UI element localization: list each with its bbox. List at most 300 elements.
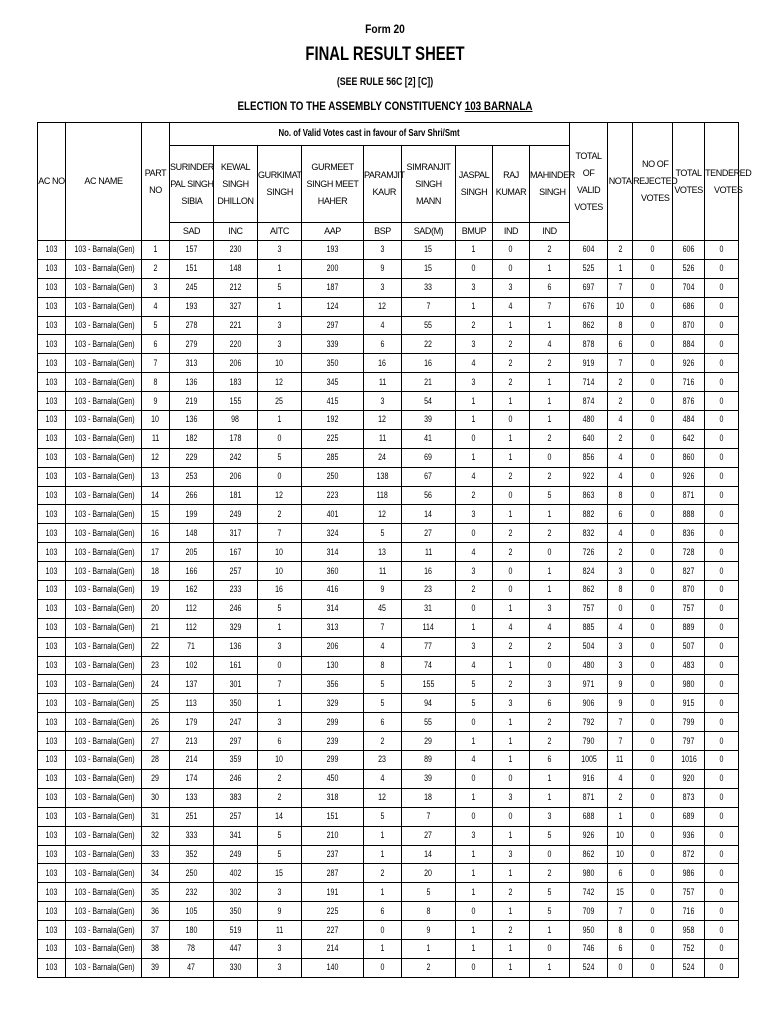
vote-cell: 257 [214,807,258,826]
vote-cell: 47 [170,958,214,977]
table-row [38,921,739,940]
vote-cell: 0 [633,373,673,392]
vote-cell: 112 [170,618,214,637]
vote-cell: 15 [258,864,302,883]
vote-cell: 757 [673,883,705,902]
vote-cell: 0 [705,278,739,297]
vote-cell: 178 [214,429,258,448]
part-no-cell: 4 [142,297,170,316]
ac-name-cell: 103 - Barnala(Gen) [66,921,142,940]
vote-cell: 20 [402,864,456,883]
vote-cell: 239 [302,732,364,751]
vote-cell: 55 [402,713,456,732]
table-row [38,373,739,392]
vote-cell: 227 [302,921,364,940]
vote-cell: 14 [402,845,456,864]
vote-cell: 0 [705,751,739,770]
vote-cell: 0 [705,411,739,430]
vote-cell: 726 [570,543,608,562]
vote-cell: 0 [530,543,570,562]
vote-cell: 5 [530,826,570,845]
vote-cell: 41 [402,429,456,448]
candidate-name-header: SURINDER PAL SINGH SIBIA [170,146,214,223]
ac-no-cell: 103 [38,713,66,732]
vote-cell: 885 [570,618,608,637]
vote-cell: 183 [214,373,258,392]
vote-cell: 642 [673,429,705,448]
vote-cell: 0 [258,467,302,486]
vote-cell: 6 [364,902,402,921]
vote-cell: 192 [302,411,364,430]
vote-cell: 45 [364,599,402,618]
col-total-valid: TOTAL OF VALID VOTES [570,123,608,241]
vote-cell: 2 [608,241,633,260]
ac-no-cell: 103 [38,769,66,788]
vote-cell: 0 [633,241,673,260]
vote-cell: 10 [258,543,302,562]
vote-cell: 0 [530,656,570,675]
vote-cell: 15 [402,241,456,260]
vote-cell: 2 [608,543,633,562]
vote-cell: 6 [608,335,633,354]
part-no-cell: 3 [142,278,170,297]
vote-cell: 161 [214,656,258,675]
vote-cell: 182 [170,429,214,448]
vote-cell: 4 [456,354,493,373]
vote-cell: 29 [402,732,456,751]
vote-cell: 138 [364,467,402,486]
vote-cell: 130 [302,656,364,675]
vote-cell: 39 [402,769,456,788]
vote-cell: 136 [170,373,214,392]
vote-cell: 15 [608,883,633,902]
vote-cell: 0 [456,902,493,921]
vote-cell: 89 [402,751,456,770]
ac-no-cell: 103 [38,656,66,675]
vote-cell: 0 [705,297,739,316]
vote-cell: 25 [258,392,302,411]
candidate-name-header: GURMEET SINGH MEET HAHER [302,146,364,223]
candidate-party-header: IND [493,223,530,241]
ac-name-cell: 103 - Barnala(Gen) [66,694,142,713]
vote-cell: 971 [570,675,608,694]
vote-cell: 302 [214,883,258,902]
election-heading: ELECTION TO THE ASSEMBLY CONSTITUENCY 103 BARNALA [237,99,533,113]
vote-cell: 0 [258,656,302,675]
vote-cell: 225 [302,902,364,921]
vote-cell: 1 [258,694,302,713]
vote-cell: 54 [402,392,456,411]
vote-cell: 0 [633,297,673,316]
vote-cell: 2 [530,524,570,543]
vote-cell: 688 [570,807,608,826]
vote-cell: 246 [214,769,258,788]
part-no-cell: 9 [142,392,170,411]
vote-cell: 12 [364,505,402,524]
vote-cell: 5 [364,524,402,543]
vote-cell: 7 [402,297,456,316]
vote-cell: 4 [608,411,633,430]
table-row [38,259,739,278]
valid-votes-super-header: No. of Valid Votes cast in favour of Sarv Shri/Smt [170,123,570,146]
vote-cell: 206 [214,354,258,373]
ac-no-cell: 103 [38,543,66,562]
vote-cell: 9 [364,581,402,600]
vote-cell: 524 [570,958,608,977]
vote-cell: 871 [673,486,705,505]
vote-cell: 232 [170,883,214,902]
ac-no-cell: 103 [38,392,66,411]
part-no-cell: 8 [142,373,170,392]
vote-cell: 0 [633,354,673,373]
table-row [38,713,739,732]
table-row [38,448,739,467]
vote-cell: 0 [633,637,673,656]
ac-name-cell: 103 - Barnala(Gen) [66,826,142,845]
ac-no-cell: 103 [38,807,66,826]
table-row [38,411,739,430]
vote-cell: 402 [214,864,258,883]
vote-cell: 242 [214,448,258,467]
vote-cell: 0 [456,599,493,618]
table-row [38,826,739,845]
part-no-cell: 36 [142,902,170,921]
vote-cell: 12 [258,486,302,505]
vote-cell: 9 [608,694,633,713]
vote-cell: 6 [608,505,633,524]
vote-cell: 519 [214,921,258,940]
vote-cell: 6 [608,864,633,883]
col-rejected: NO OF REJECTED VOTES [633,123,673,241]
vote-cell: 1 [530,958,570,977]
vote-cell: 525 [570,259,608,278]
vote-cell: 889 [673,618,705,637]
vote-cell: 14 [402,505,456,524]
vote-cell: 0 [705,259,739,278]
vote-cell: 0 [633,429,673,448]
vote-cell: 350 [302,354,364,373]
vote-cell: 3 [493,278,530,297]
vote-cell: 504 [570,637,608,656]
ac-name-cell: 103 - Barnala(Gen) [66,732,142,751]
vote-cell: 229 [170,448,214,467]
vote-cell: 986 [673,864,705,883]
vote-cell: 0 [456,524,493,543]
table-row [38,769,739,788]
candidate-name-header: MAHINDER SINGH [530,146,570,223]
vote-cell: 5 [530,486,570,505]
ac-no-cell: 103 [38,958,66,977]
table-row [38,543,739,562]
vote-cell: 0 [705,883,739,902]
vote-cell: 0 [633,826,673,845]
vote-cell: 2 [530,467,570,486]
vote-cell: 757 [673,599,705,618]
vote-cell: 484 [673,411,705,430]
vote-cell: 1 [608,259,633,278]
vote-cell: 1 [402,939,456,958]
table-row [38,354,739,373]
ac-no-cell: 103 [38,354,66,373]
vote-cell: 0 [705,939,739,958]
vote-cell: 862 [570,316,608,335]
vote-cell: 166 [170,562,214,581]
vote-cell: 3 [530,599,570,618]
vote-cell: 863 [570,486,608,505]
vote-cell: 12 [364,411,402,430]
vote-cell: 0 [608,599,633,618]
ac-name-cell: 103 - Barnala(Gen) [66,429,142,448]
candidate-party-header: IND [530,223,570,241]
part-no-cell: 10 [142,411,170,430]
vote-cell: 5 [364,675,402,694]
vote-cell: 7 [258,524,302,543]
table-row [38,599,739,618]
vote-cell: 12 [258,373,302,392]
vote-cell: 250 [170,864,214,883]
vote-cell: 5 [258,845,302,864]
candidate-party-header: BSP [364,223,402,241]
ac-no-cell: 103 [38,939,66,958]
table-row [38,675,739,694]
vote-cell: 251 [170,807,214,826]
vote-cell: 356 [302,675,364,694]
ac-name-cell: 103 - Barnala(Gen) [66,883,142,902]
part-no-cell: 28 [142,751,170,770]
vote-cell: 1 [456,392,493,411]
table-row [38,864,739,883]
vote-cell: 0 [705,392,739,411]
vote-cell: 0 [633,675,673,694]
vote-cell: 5 [364,694,402,713]
vote-cell: 151 [170,259,214,278]
table-row [38,656,739,675]
ac-no-cell: 103 [38,788,66,807]
vote-cell: 136 [214,637,258,656]
candidate-name-header: KEWAL SINGH DHILLON [214,146,258,223]
vote-cell: 22 [402,335,456,354]
vote-cell: 2 [493,467,530,486]
vote-cell: 2 [530,637,570,656]
vote-cell: 102 [170,656,214,675]
form-number: Form 20 [365,22,405,36]
part-no-cell: 24 [142,675,170,694]
vote-cell: 329 [302,694,364,713]
part-no-cell: 39 [142,958,170,977]
ac-name-cell: 103 - Barnala(Gen) [66,562,142,581]
vote-cell: 926 [673,467,705,486]
vote-cell: 950 [570,921,608,940]
ac-name-cell: 103 - Barnala(Gen) [66,713,142,732]
vote-cell: 480 [570,411,608,430]
part-no-cell: 13 [142,467,170,486]
vote-cell: 0 [705,921,739,940]
vote-cell: 246 [214,599,258,618]
vote-cell: 313 [170,354,214,373]
vote-cell: 3 [530,807,570,826]
vote-cell: 55 [402,316,456,335]
page-title: FINAL RESULT SHEET [305,44,465,65]
candidate-name-header: JASPAL SINGH [456,146,493,223]
table-row [38,467,739,486]
vote-cell: 483 [673,656,705,675]
vote-cell: 0 [493,769,530,788]
vote-cell: 383 [214,788,258,807]
vote-cell: 24 [364,448,402,467]
vote-cell: 4 [364,316,402,335]
vote-cell: 0 [705,656,739,675]
vote-cell: 193 [302,241,364,260]
vote-cell: 1 [456,618,493,637]
vote-cell: 0 [633,694,673,713]
ac-no-cell: 103 [38,581,66,600]
ac-name-cell: 103 - Barnala(Gen) [66,373,142,392]
ac-no-cell: 103 [38,599,66,618]
vote-cell: 1 [456,788,493,807]
vote-cell: 214 [302,939,364,958]
part-no-cell: 7 [142,354,170,373]
ac-no-cell: 103 [38,637,66,656]
vote-cell: 350 [214,902,258,921]
vote-cell: 78 [170,939,214,958]
vote-cell: 0 [633,505,673,524]
vote-cell: 27 [402,826,456,845]
candidate-name-header: RAJ KUMAR [493,146,530,223]
vote-cell: 876 [673,392,705,411]
vote-cell: 7 [608,732,633,751]
vote-cell: 314 [302,599,364,618]
vote-cell: 3 [493,788,530,807]
vote-cell: 0 [493,486,530,505]
table-row [38,939,739,958]
vote-cell: 14 [258,807,302,826]
vote-cell: 860 [673,448,705,467]
vote-cell: 0 [633,316,673,335]
vote-cell: 9 [364,259,402,278]
vote-cell: 1005 [570,751,608,770]
vote-cell: 3 [608,562,633,581]
vote-cell: 11 [364,562,402,581]
vote-cell: 8 [608,921,633,940]
vote-cell: 7 [258,675,302,694]
vote-cell: 415 [302,392,364,411]
vote-cell: 113 [170,694,214,713]
vote-cell: 11 [258,921,302,940]
vote-cell: 8 [608,316,633,335]
vote-cell: 2 [456,486,493,505]
vote-cell: 1 [456,883,493,902]
vote-cell: 10 [608,826,633,845]
vote-cell: 5 [258,599,302,618]
vote-cell: 6 [530,694,570,713]
ac-name-cell: 103 - Barnala(Gen) [66,939,142,958]
vote-cell: 221 [214,316,258,335]
vote-cell: 1 [364,845,402,864]
vote-cell: 253 [170,467,214,486]
vote-cell: 69 [402,448,456,467]
part-no-cell: 18 [142,562,170,581]
vote-cell: 250 [302,467,364,486]
vote-cell: 0 [633,562,673,581]
ac-no-cell: 103 [38,429,66,448]
ac-no-cell: 103 [38,411,66,430]
vote-cell: 716 [673,373,705,392]
vote-cell: 1 [456,448,493,467]
vote-cell: 200 [302,259,364,278]
part-no-cell: 16 [142,524,170,543]
constituency-name: 103 BARNALA [464,99,533,113]
vote-cell: 10 [608,297,633,316]
vote-cell: 0 [705,807,739,826]
vote-cell: 3 [456,278,493,297]
vote-cell: 2 [530,241,570,260]
vote-cell: 77 [402,637,456,656]
vote-cell: 71 [170,637,214,656]
vote-cell: 0 [633,807,673,826]
table-row [38,958,739,977]
vote-cell: 0 [633,958,673,977]
vote-cell: 6 [608,939,633,958]
vote-cell: 746 [570,939,608,958]
vote-cell: 836 [673,524,705,543]
ac-no-cell: 103 [38,826,66,845]
vote-cell: 1 [456,921,493,940]
vote-cell: 341 [214,826,258,845]
vote-cell: 0 [705,316,739,335]
vote-cell: 16 [364,354,402,373]
vote-cell: 1 [530,392,570,411]
ac-name-cell: 103 - Barnala(Gen) [66,505,142,524]
vote-cell: 2 [364,732,402,751]
vote-cell: 856 [570,448,608,467]
vote-cell: 1 [530,259,570,278]
vote-cell: 1 [530,788,570,807]
vote-cell: 2 [258,769,302,788]
vote-cell: 297 [214,732,258,751]
vote-cell: 874 [570,392,608,411]
vote-cell: 155 [214,392,258,411]
vote-cell: 0 [705,675,739,694]
vote-cell: 9 [402,921,456,940]
vote-cell: 11 [402,543,456,562]
vote-cell: 2 [608,392,633,411]
vote-cell: 124 [302,297,364,316]
vote-cell: 790 [570,732,608,751]
vote-cell: 1 [530,581,570,600]
vote-cell: 882 [570,505,608,524]
ac-name-cell: 103 - Barnala(Gen) [66,788,142,807]
vote-cell: 1 [530,505,570,524]
vote-cell: 6 [364,713,402,732]
table-row [38,581,739,600]
vote-cell: 318 [302,788,364,807]
vote-cell: 0 [705,486,739,505]
vote-cell: 1 [530,373,570,392]
vote-cell: 181 [214,486,258,505]
vote-cell: 0 [705,769,739,788]
vote-cell: 2 [493,524,530,543]
vote-cell: 98 [214,411,258,430]
vote-cell: 0 [705,524,739,543]
vote-cell: 314 [302,543,364,562]
ac-no-cell: 103 [38,883,66,902]
ac-name-cell: 103 - Barnala(Gen) [66,807,142,826]
vote-cell: 350 [214,694,258,713]
vote-cell: 205 [170,543,214,562]
vote-cell: 401 [302,505,364,524]
table-row [38,486,739,505]
vote-cell: 6 [530,278,570,297]
